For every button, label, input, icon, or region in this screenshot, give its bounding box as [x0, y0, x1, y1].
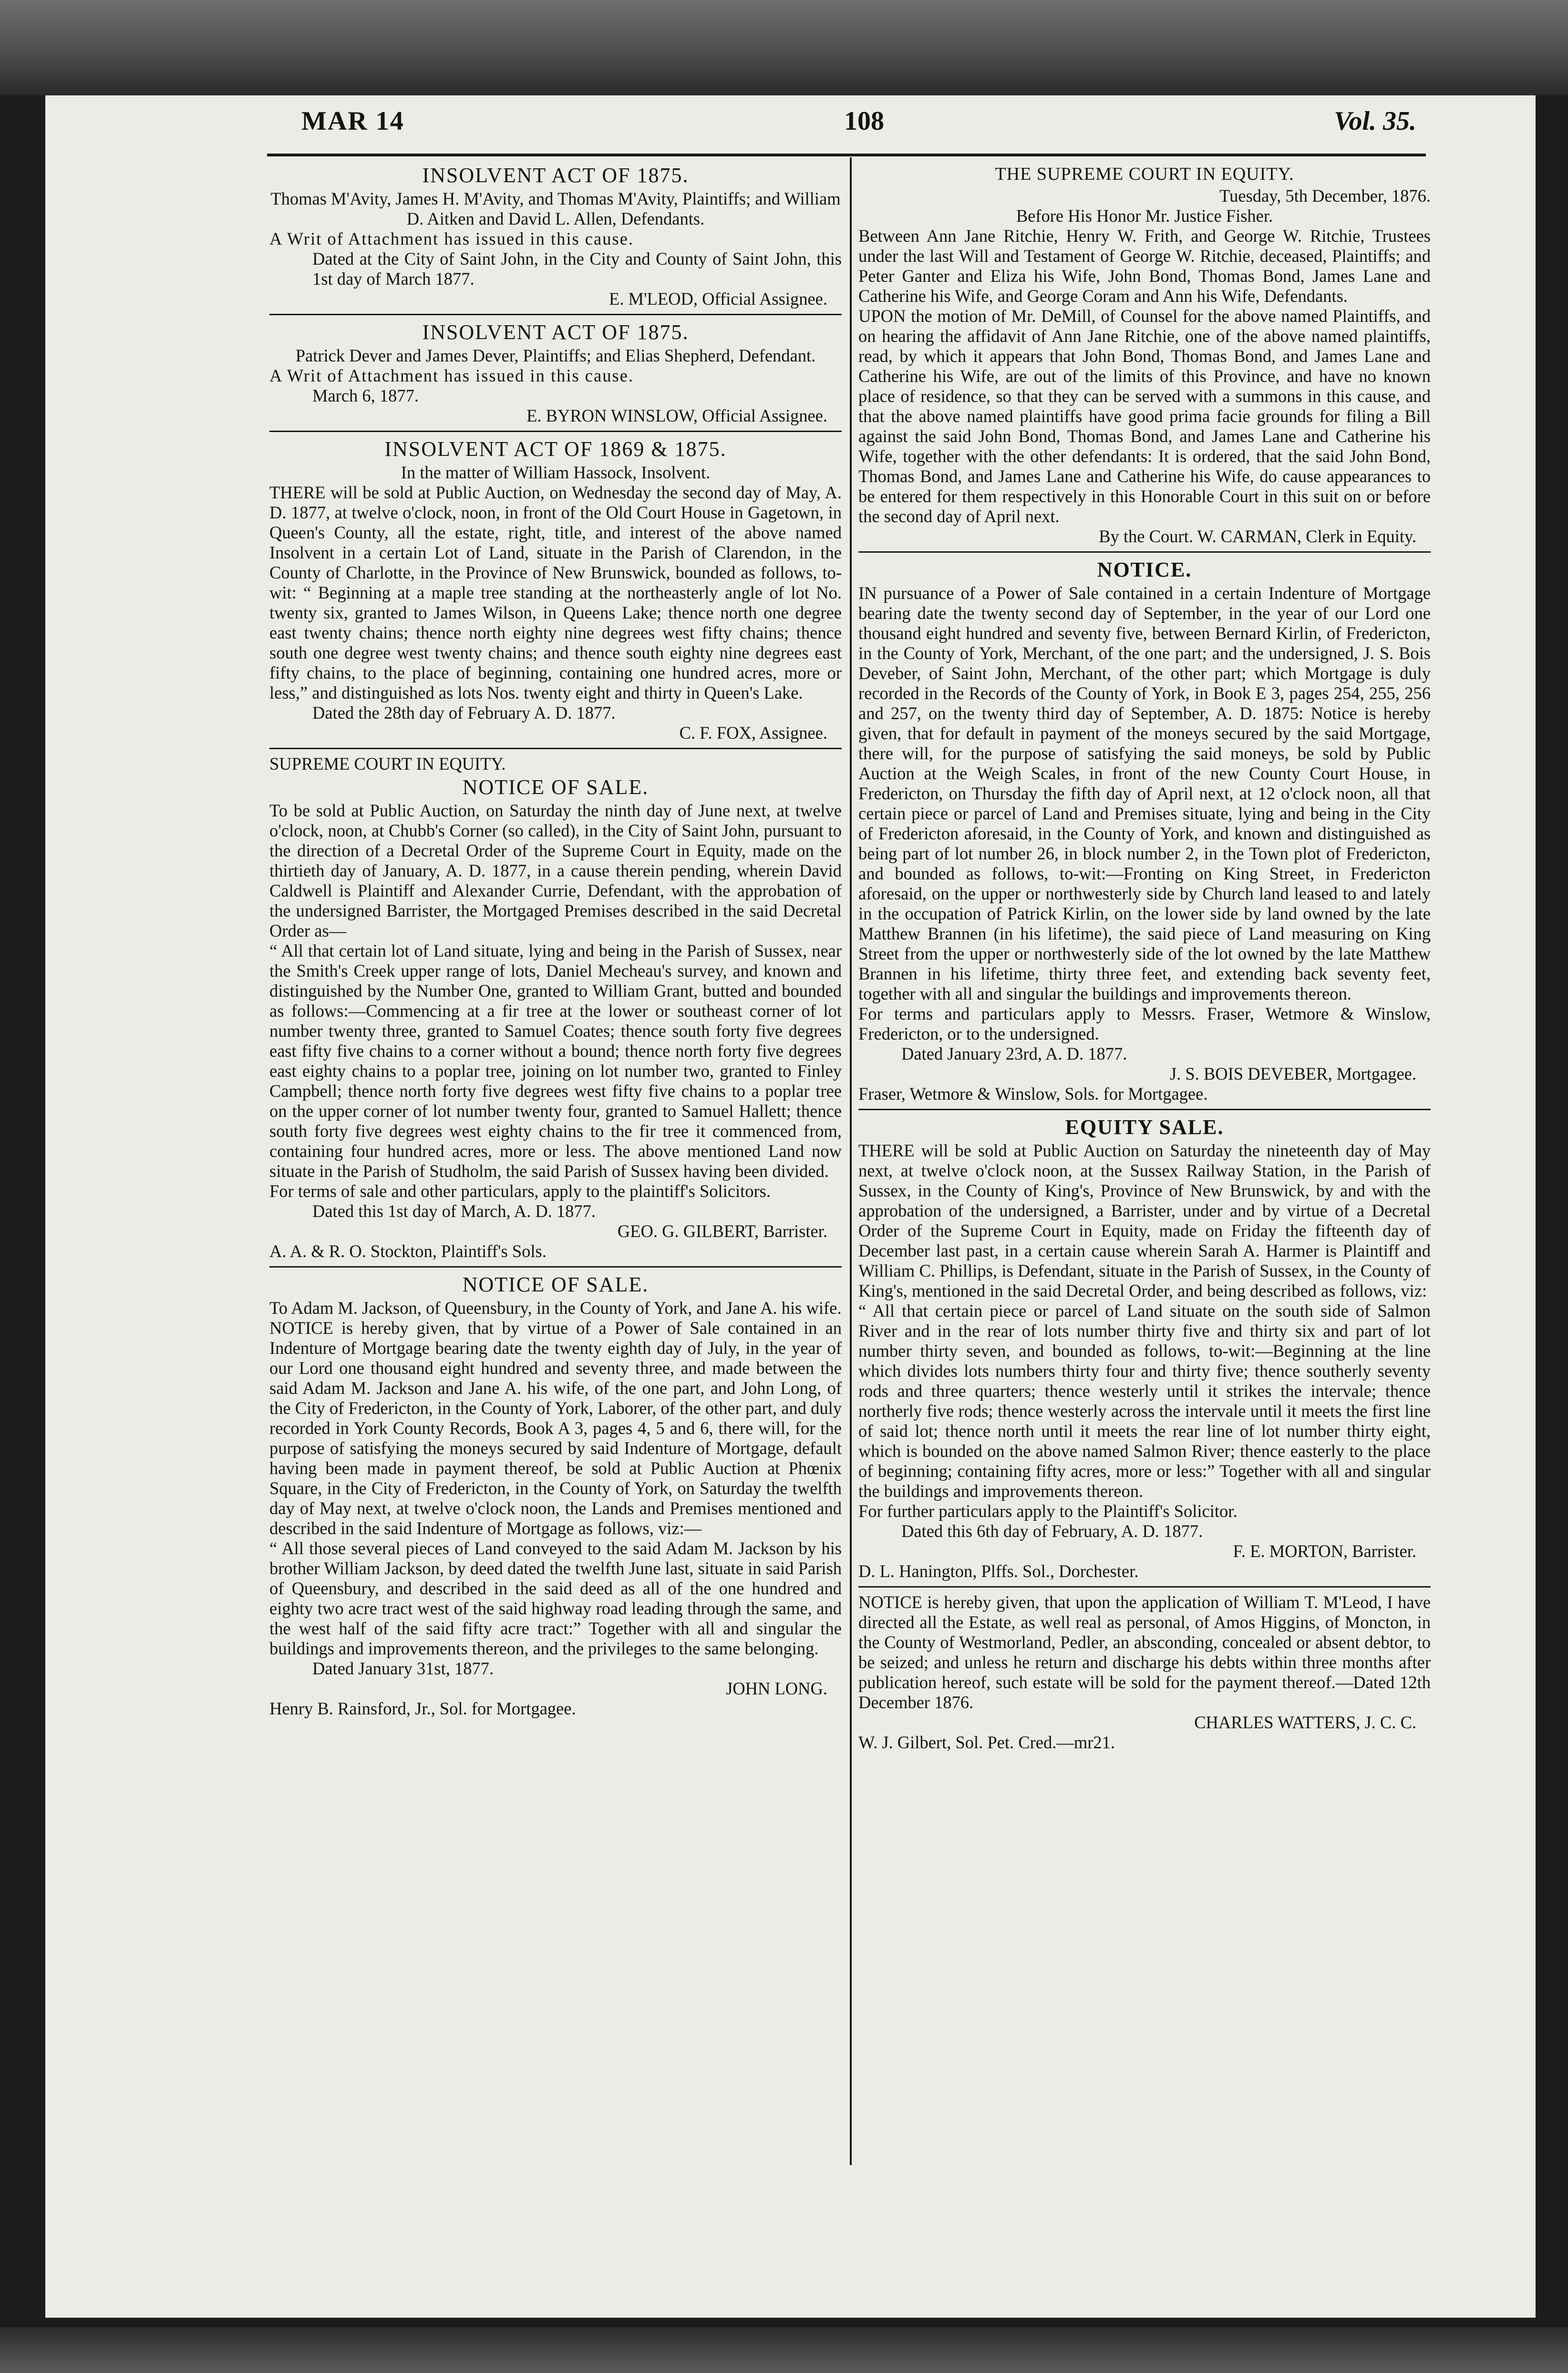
notice-body: THERE will be sold at Public Auction on Saturday the nineteenth day of May next, at twelve o'clock noon, at the Sussex Railway Station, in the Parish of Sussex, in the County of King's, Province of New Brunswick, by and with the approbation of the undersigned, a Barrister, under and by virtue of a Decretal Order of the Supreme Court in Equity, made on Friday the fifteenth day of December last past, in a certain cause wherein Sarah A. Harmer is Plaintiff and William C. Phillips, is Defendant, situate in the Parish of Sussex, in the County of King's, mentioned in the said Decretal Order, and being described as follows, viz:: [858, 1141, 1431, 1300]
notice-subtitle: In the matter of William Hassock, Insolvent.: [401, 463, 711, 482]
right-column: [858, 162, 1431, 2165]
notice-title: INSOLVENT ACT OF 1875.: [422, 164, 689, 187]
notice-body: IN pursuance of a Power of Sale contained in a certain Indenture of Mortgage bearing date the twenty second day of September, in the year of our Lord one thousand eight hundred and seventy five, between Bernard Kirlin, of Fredericton, in the County of York, Merchant, of the one part; and the undersigned, J. S. Bois Deveber, of Saint John, Merchant, of the other part; which Mortgage is duly recorded in the Records of the County of York, in Book E 3, pages 254, 255, 256 and 257, on the twenty third day of September, A. D. 1875: Notice is hereby given, that for default in payment of the moneys secured by the said Mortgage, there will, for the purpose of satisfying the said moneys, be sold by Public Auction at the Weigh Scales, in front of the new County Court House, in Fredericton, on Thursday the fifth day of April next, at 12 o'clock noon, all that certain piece or parcel of Land and Premises situate, lying and being in the City of Fredericton aforesaid, in the County of York, and known and distinguished as being part of lot number 26, in block number 2, in the Town plot of Fredericton, and bounded as follows, to-wit:—Fronting on King Street, in Fredericton aforesaid, on the upper or northwesterly side by Church land leased to and lately in the occupation of Patrick Kirlin, on the lower side by land owned by the late Matthew Brannen (in his lifetime), the said piece of Land measuring on King Street from the upper or northwesterly side of the lot owned by the late Matthew Brannen in his lifetime, thirty three feet, and extending back seventy feet, together with all and singular the buildings and improvements thereon.: [858, 583, 1431, 1003]
notice-title: NOTICE OF SALE.: [462, 775, 649, 799]
notice-body: NOTICE is hereby given, that by virtue of a Power of Sale contained in an Indenture of Mortgage bearing date the twenty eighth day of July, in the year of our Lord one thousand eight hundred and seventy three, and made between the said Adam M. Jackson and Jane A. his wife, of the one part, and John Long, of the City of Fredericton, in the County of York, Laborer, of the other part, and duly recorded in York County Records, Book A 3, pages 4, 5 and 6, there will, for the purpose of satisfying the moneys secured by said Indenture of Mortgage, default having been made in payment thereof, be sold at Public Auction at Phœnix Square, in the City of Fredericton, in the County of York, on Saturday the twelfth day of May next, at twelve o'clock noon, the Lands and Premises mentioned and described in the said Indenture of Mortgage as follows, viz:—: [269, 1318, 842, 1538]
notice-solicitors: Henry B. Rainsford, Jr., Sol. for Mortgagee.: [269, 1699, 576, 1718]
notice-solicitors: W. J. Gilbert, Sol. Pet. Cred.—mr21.: [858, 1733, 1115, 1752]
notice-dated: Dated this 1st day of March, A. D. 1877.: [312, 1201, 596, 1221]
notice-dated: Dated January 31st, 1877.: [312, 1659, 494, 1678]
notice-signature: CHARLES WATTERS, J. C. C.: [1194, 1713, 1416, 1732]
notice-signature: J. S. BOIS DEVEBER, Mortgagee.: [1169, 1064, 1416, 1083]
notice-sale-jackson: [269, 1272, 842, 1723]
notice-terms: For further particulars apply to the Plaintiff's Solicitor.: [858, 1501, 1238, 1521]
page-number: 108: [844, 106, 884, 136]
notice-dated: March 6, 1877.: [312, 386, 419, 405]
running-head: [258, 106, 1416, 149]
notice-date: Tuesday, 5th December, 1876.: [1219, 186, 1431, 206]
notice-insolvent-mavity: [269, 163, 842, 315]
notice-signature: C. F. FOX, Assignee.: [679, 723, 827, 743]
notice-signature: E. BYRON WINSLOW, Official Assignee.: [526, 406, 827, 425]
notice-parties: Thomas M'Avity, James H. M'Avity, and Thomas M'Avity, Plaintiffs; and William D. Aitken and David L. Allen, Defendants.: [270, 189, 841, 228]
notice-signature: JOHN LONG.: [726, 1679, 827, 1698]
notice-parties: Patrick Dever and James Dever, Plaintiffs; and Elias Shepherd, Defendant.: [295, 346, 816, 365]
notice-quote: “ All those several pieces of Land conveyed to the said Adam M. Jackson by his brother William Jackson, by deed dated the twelfth June last, situate in said Parish of Queensbury, and described in the said deed as all of the one hundred and eighty two acre tract west of the said highway road leading through the same, and the west half of the said fifty acre tract:” Together with all and singular the buildings and improvements thereon, and the privileges to the same belonging.: [269, 1538, 842, 1658]
header-rule: [267, 154, 1426, 156]
notice-solicitors: Fraser, Wetmore & Winslow, Sols. for Mortgagee.: [858, 1084, 1208, 1104]
notice-body: NOTICE is hereby given, that upon the application of William T. M'Leod, I have directed all the Estate, as well real as personal, of Amos Higgins, of Moncton, in the County of Westmorland, Pedler, an absconding, concealed or absent debtor, to be seized; and unless he return and discharge his debts within three months after publication hereof, such estate will be sold for the payment thereof.—Dated 12th December 1876.: [858, 1592, 1431, 1712]
notice-title: EQUITY SALE.: [1065, 1115, 1224, 1139]
notice-title: INSOLVENT ACT OF 1869 & 1875.: [384, 437, 727, 461]
scan-border-bottom: [0, 2327, 1568, 2373]
notice-writ: A Writ of Attachment has issued in this cause.: [269, 366, 634, 385]
notice-solicitors: A. A. & R. O. Stockton, Plaintiff's Sols.: [269, 1241, 547, 1261]
notice-quote: “ All that certain piece or parcel of Land situate on the south side of Salmon River and in the rear of lots number thirty five and thirty six and part of lot number thirty seven, and bounded as follows, to-wit:—Beginning at the line which divides lots numbers thirty four and thirty five; thence southerly seventy rods and three quarters; thence westerly until it strikes the intervale; thence northerly five rods; thence westerly across the intervale until it meets the first line of said lot; thence north until it meets the rear line of lot number thirty eight, which is bounded on the above named Salmon River; thence easterly to the place of beginning; containing fifty acres, more or less:” Together with all and singular the buildings and improvements thereon.: [858, 1301, 1431, 1501]
column-rule: [850, 157, 852, 2165]
notice-body: THERE will be sold at Public Auction, on Wednesday the second day of May, A. D. 1877, at twelve o'clock, noon, in front of the Old Court House in Gagetown, in Queen's County, all the estate, right, title, and interest of the above named Insolvent in a certain Lot of Land, situate in the Parish of Clarendon, in the County of Charlotte, in the Province of New Brunswick, bounded as follows, to-wit: “ Beginning at a maple tree standing at the northeasterly angle of lot No. twenty six, granted to James Wilson, in Queens Lake; thence north one degree east twenty chains; thence north eighty nine degrees west fifty chains; thence south one degree west twenty chains; and thence south eighty nine degrees east fifty chains, to the place of beginning, containing one hundred acres, more or less,” and distinguished as lots Nos. twenty eight and thirty in Queen's Lake.: [269, 483, 842, 702]
notice-terms: For terms and particulars apply to Messrs. Fraser, Wetmore & Winslow, Fredericton, or to the undersigned.: [858, 1004, 1431, 1043]
court-heading: SUPREME COURT IN EQUITY.: [269, 754, 506, 774]
notice-dated: Dated January 23rd, A. D. 1877.: [901, 1044, 1127, 1063]
notice-dated: Dated the 28th day of February A. D. 1877.: [312, 703, 616, 722]
notice-addressee: To Adam M. Jackson, of Queensbury, in the County of York, and Jane A. his wife.: [269, 1298, 842, 1318]
notice-insolvent-dever: [269, 320, 842, 432]
left-column: [269, 162, 842, 2165]
notice-title: INSOLVENT ACT OF 1875.: [422, 320, 689, 344]
scan-border-top: [0, 0, 1568, 95]
issue-date: MAR 14: [301, 106, 404, 136]
notice-equity-sale-harmer: [858, 1115, 1431, 1588]
notice-body: UPON the motion of Mr. DeMill, of Counsel for the above named Plaintiffs, and on hearing the affidavit of Ann Jane Ritchie, one of the above named plaintiffs, read, by which it appears that John Bond, Thomas Bond, and James Lane and Catherine his Wife, are out of the limits of this Province, and have no known place of residence, so that they can be served with a summons in this cause, and that the above named plaintiffs have good prima facie grounds for filing a Bill against the said John Bond, Thomas Bond, and James Lane and Catherine his Wife, together with the other defendants: It is ordered, that the said John Bond, Thomas Bond, and James Lane and Catherine his Wife, do cause appearances to be entered for them respectively in this Honorable Court in this suit on or before the second day of April next.: [858, 306, 1431, 526]
notice-mortgage-kirlin: [858, 557, 1431, 1110]
notice-solicitors: D. L. Hanington, Plffs. Sol., Dorchester.: [858, 1561, 1139, 1581]
notice-title: NOTICE OF SALE.: [462, 1273, 649, 1296]
notice-writ: A Writ of Attachment has issued in this cause.: [269, 229, 634, 248]
notice-insolvent-hassock: [269, 437, 842, 749]
notice-sale-caldwell: [269, 754, 842, 1268]
notice-terms: For terms of sale and other particulars, apply to the plaintiff's Solicitors.: [269, 1181, 771, 1201]
notice-body: To be sold at Public Auction, on Saturday the ninth day of June next, at twelve o'clock, noon, at Chubb's Corner (so called), in the City of Saint John, pursuant to the direction of a Decretal Order of the Supreme Court in Equity, made on the thirtieth day of January, A. D. 1877, in a cause therein pending, wherein David Caldwell is Plaintiff and Alexander Currie, Defendant, with the approbation of the undersigned Barrister, the Mortgaged Premises described in the said Decretal Order as—: [269, 801, 842, 940]
notice-title: NOTICE.: [1097, 558, 1192, 581]
notice-quote: “ All that certain lot of Land situate, lying and being in the Parish of Sussex, near the Smith's Creek upper range of lots, Daniel Mecheau's survey, and known and distinguished by the Number One, granted to William Grant, butted and bounded as follows:—Commencing at a fir tree at the lower or southeast corner of lot number twenty three, granted to Samuel Coates; thence south forty five degrees east fifty five chains to a corner without a bound; thence north forty five degrees east eighty chains to a poplar tree, joining on lot number two, granted to Finley Campbell; thence north forty five degrees west fifty five chains to a poplar tree on the upper corner of lot number twenty four, granted to Samuel Hallett; thence south forty five degrees west eighty chains to the fir tree it commenced from, containing four hundred acres, more or less. The above mentioned Land now situate in the Parish of Studholm, the said Parish of Sussex having been divided.: [269, 941, 842, 1181]
notice-signature: E. M'LEOD, Official Assignee.: [609, 289, 827, 309]
notice-parties: Between Ann Jane Ritchie, Henry W. Frith, and George W. Ritchie, Trustees under the last Will and Testament of George W. Ritchie, deceased, Plaintiffs; and Peter Ganter and Eliza his Wife, John Bond, Thomas Bond, James Lane and Catherine his Wife, and George Coram and Ann his Wife, Defendants.: [858, 226, 1431, 306]
notice-signature: By the Court. W. CARMAN, Clerk in Equity.: [1099, 526, 1416, 546]
notice-signature: GEO. G. GILBERT, Barrister.: [617, 1221, 827, 1241]
notice-title: THE SUPREME COURT IN EQUITY.: [995, 164, 1294, 184]
notice-signature: F. E. MORTON, Barrister.: [1233, 1541, 1416, 1561]
notice-absconding-debtor: [858, 1592, 1431, 1757]
notice-judge: Before His Honor Mr. Justice Fisher.: [1016, 206, 1273, 226]
volume-number: Vol. 35.: [1334, 106, 1416, 136]
notice-equity-ritchie: [858, 163, 1431, 553]
notice-dated: Dated at the City of Saint John, in the City and County of Saint John, this 1st day of March 1877.: [312, 249, 842, 289]
notice-dated: Dated this 6th day of February, A. D. 1877.: [901, 1521, 1203, 1541]
